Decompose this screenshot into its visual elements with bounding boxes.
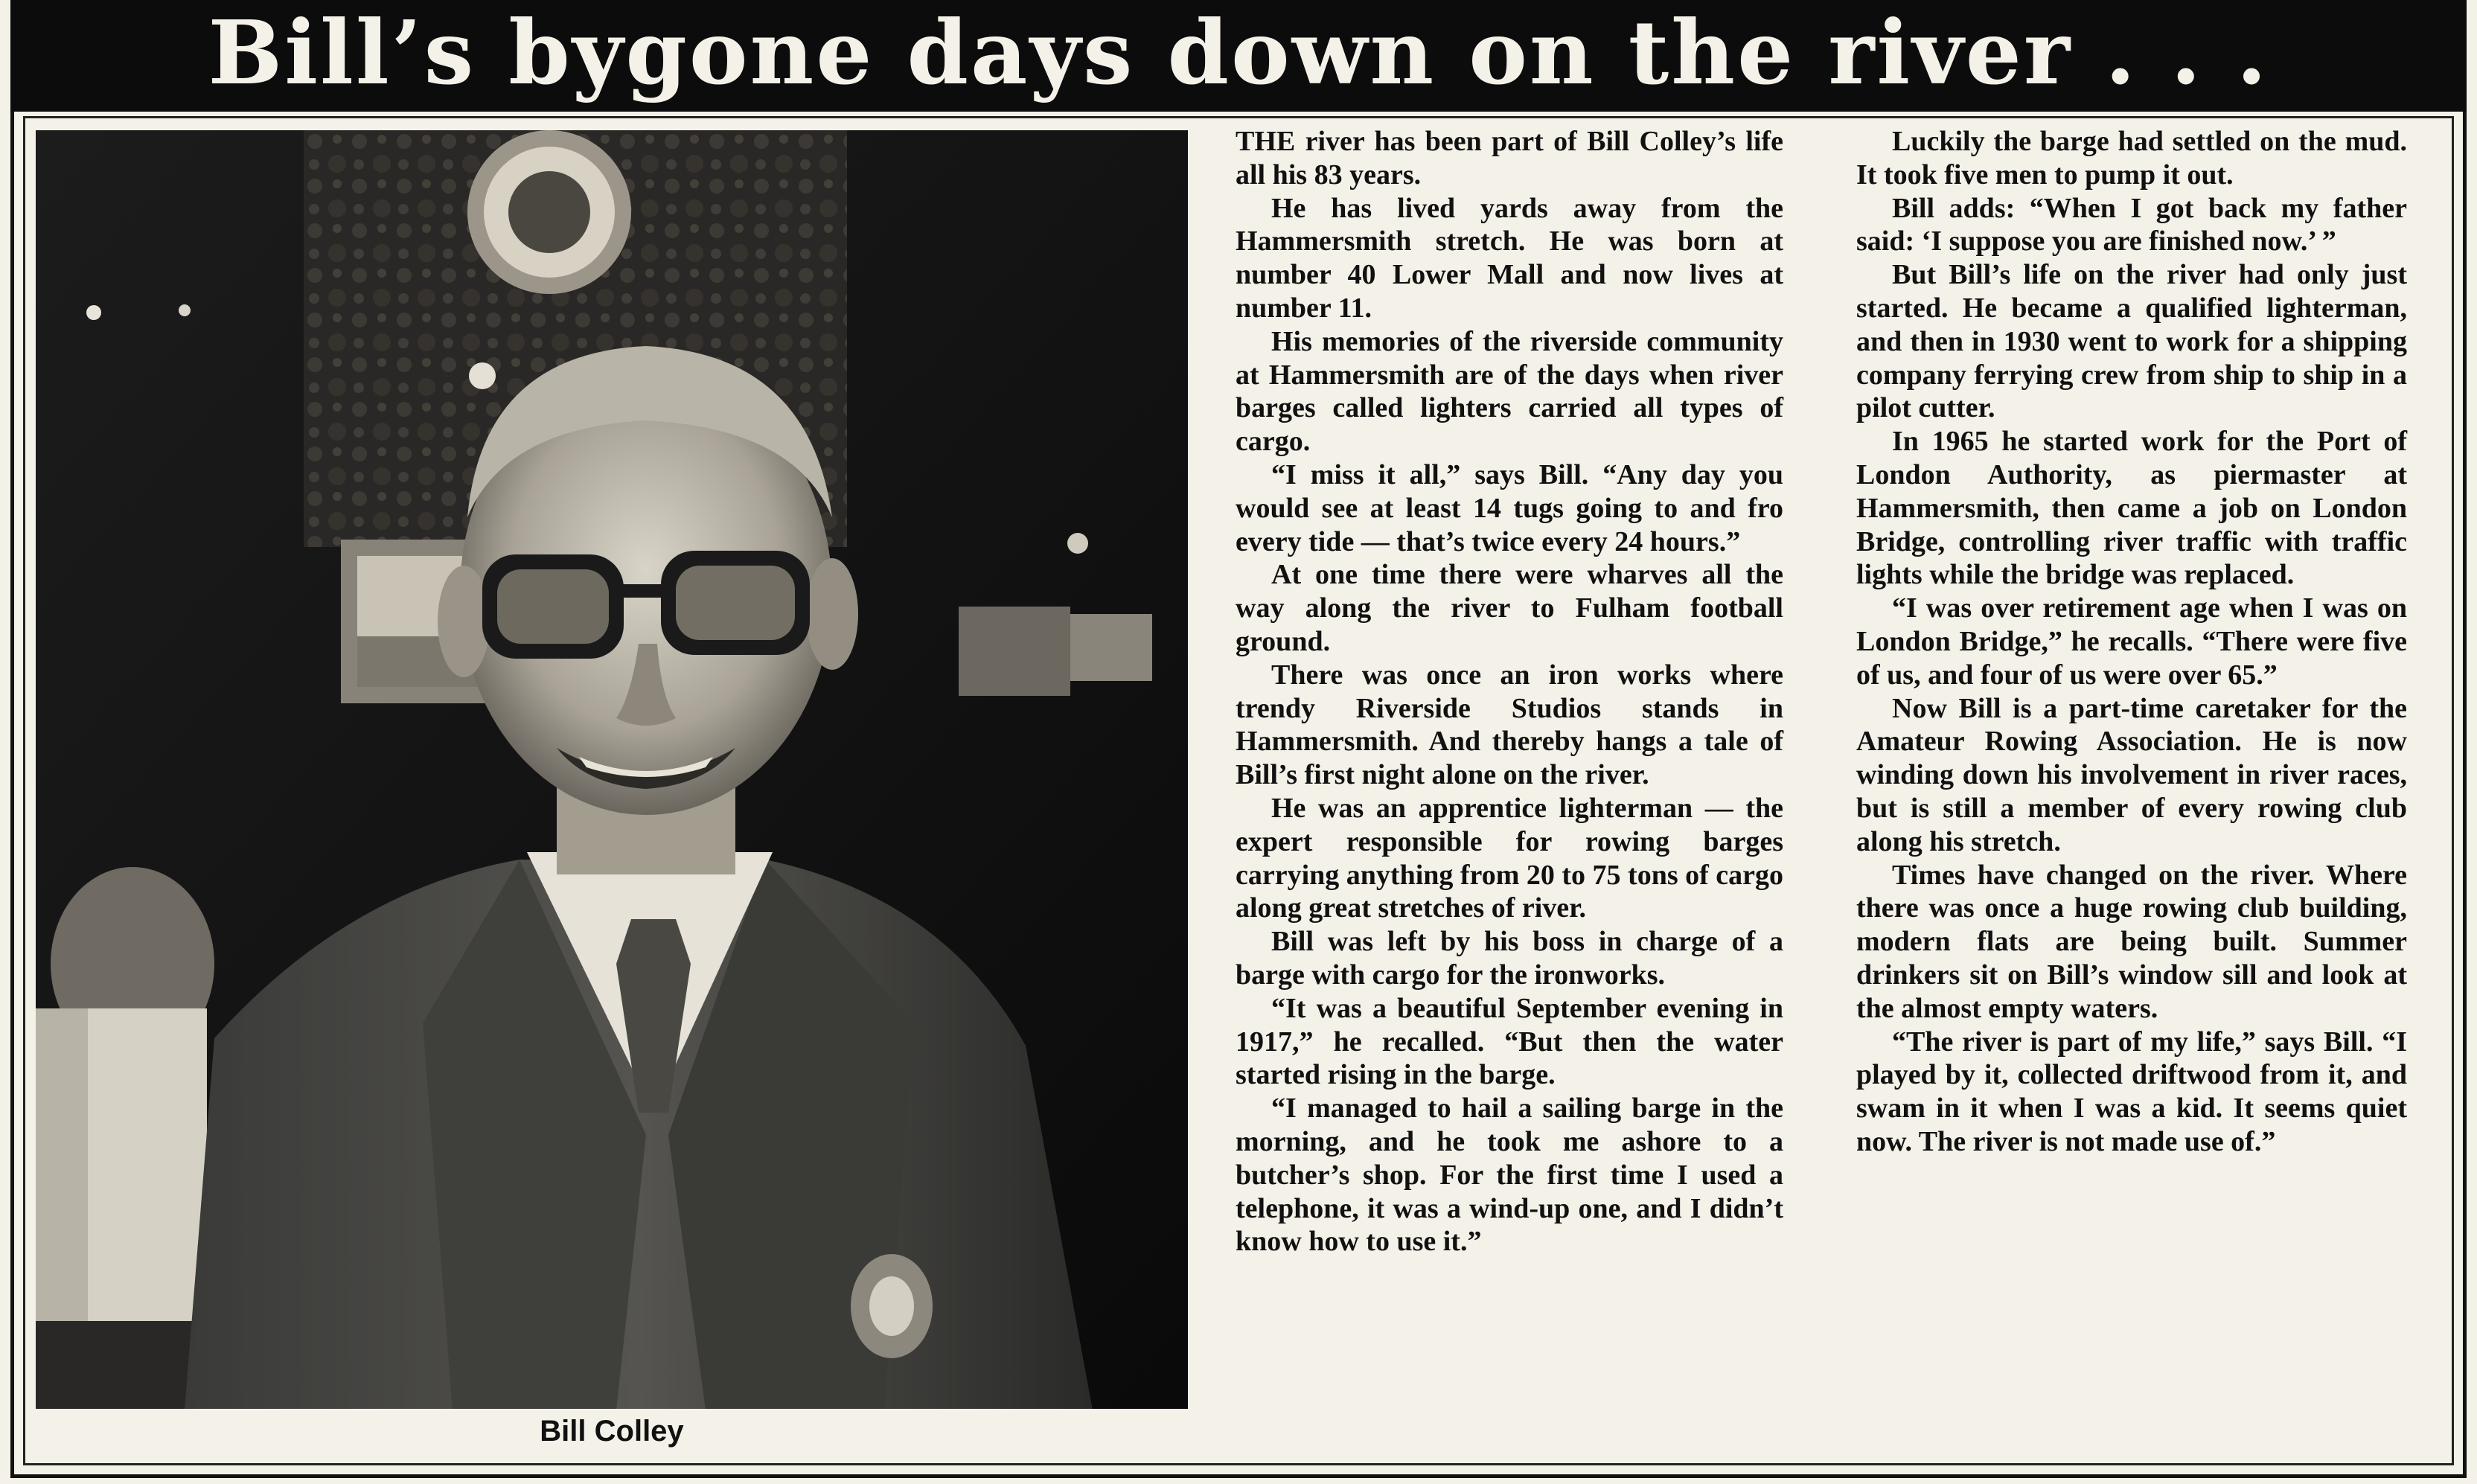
paragraph: He has lived yards away from the Hammersmith stretch. He was born at number 40 Lower Mall and now lives at number 11.: [1236, 192, 1783, 324]
paragraph: THE river has been part of Bill Colley’s life all his 83 years.: [1236, 126, 1783, 191]
photo-caption: Bill Colley: [540, 1415, 684, 1448]
article-column-2: [1856, 125, 2407, 1159]
article-column-1: [1236, 125, 1783, 1258]
paragraph: “I miss it all,” says Bill. “Any day you would see at least 14 tugs going to and fro every tide — that’s twice every 24 hours.”: [1236, 458, 1783, 557]
paragraph: “The river is part of my life,” says Bill. “I played by it, collected driftwood from it, and swam in it when I was a kid. It seems quiet now. The river is not made use of.”: [1856, 1026, 2407, 1157]
paragraph: Times have changed on the river. Where there was once a huge rowing club building, modern flats are being built. Summer drinkers sit on Bill’s window sill and look at the almost empty waters.: [1856, 859, 2407, 1024]
headline-banner: [10, 0, 2467, 112]
paragraph: Bill adds: “When I got back my father said: ‘I suppose you are finished now.’ ”: [1856, 192, 2407, 258]
paragraph: Bill was left by his boss in charge of a barge with cargo for the ironworks.: [1236, 926, 1783, 991]
paragraph: His memories of the riverside community at Hammersmith are of the days when river barges called lighters carried all types of cargo.: [1236, 325, 1783, 458]
headline: Bill’s bygone days down on the river . . .: [208, 1, 2269, 104]
paragraph: Now Bill is a part-time caretaker for the Amateur Rowing Association. He is now winding down his involvement in river races, but is still a member of every rowing club along his stretch.: [1856, 692, 2407, 857]
portrait-photo: [36, 130, 1188, 1409]
paragraph: At one time there were wharves all the way along the river to Fulham football ground.: [1236, 559, 1783, 657]
paragraph: There was once an iron works where trendy Riverside Studios stands in Hammersmith. And thereby hangs a tale of Bill’s first night alone on the river.: [1236, 659, 1783, 791]
portrait-photo-image: [36, 130, 1188, 1409]
paragraph: Luckily the barge had settled on the mud. It took five men to pump it out.: [1856, 126, 2407, 191]
paragraph: But Bill’s life on the river had only just started. He became a qualified lighterman, and then in 1930 went to work for a shipping company ferrying crew from ship to ship in a pilot cutter.: [1856, 259, 2407, 424]
paragraph: He was an apprentice lighterman — the expert responsible for rowing barges carrying anything from 20 to 75 tons of cargo along great stretches of river.: [1236, 792, 1784, 924]
paragraph: “It was a beautiful September evening in 1917,” he recalled. “But then the water started rising in the barge.: [1236, 992, 1783, 1091]
paragraph: “I managed to hail a sailing barge in the morning, and he took me ashore to a butcher’s shop. For the first time I used a telephone, it was a wind-up one, and I didn’t know how to use it.”: [1236, 1093, 1783, 1258]
paragraph: In 1965 he started work for the Port of London Authority, as piermaster at Hammersmith, then came a job on London Bridge, controlling river traffic with traffic lights while the bridge was replaced.: [1856, 426, 2407, 591]
paragraph: “I was over retirement age when I was on London Bridge,” he recalls. “There were five of us, and four of us were over 65.”: [1856, 592, 2407, 691]
